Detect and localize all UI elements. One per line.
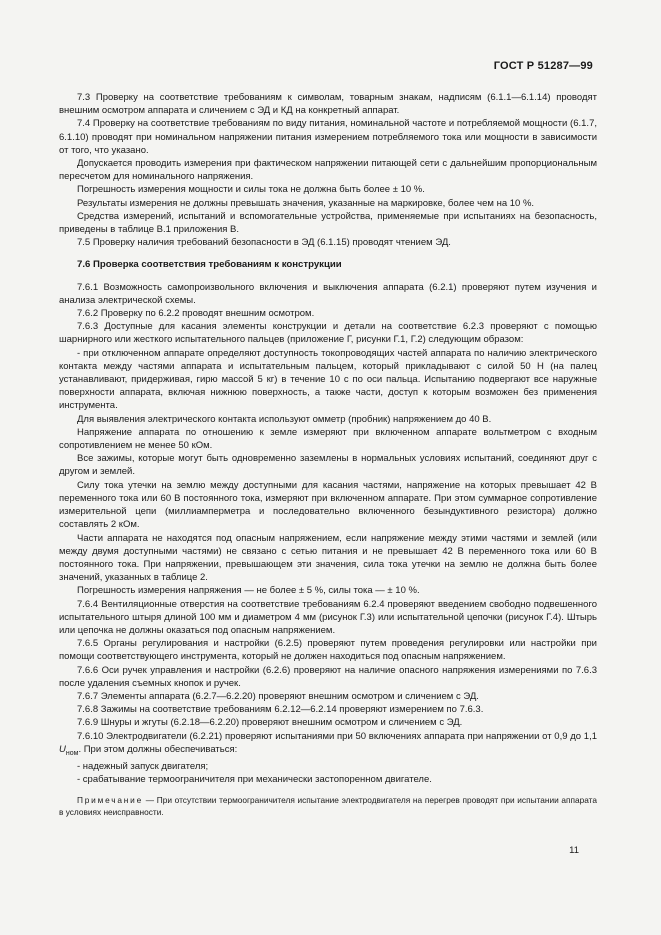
p7610-symbol: U	[59, 743, 66, 755]
paragraph: 7.6.2 Проверку по 6.2.2 проводят внешним осмотром.	[77, 308, 315, 320]
note-label: Примечание	[77, 795, 144, 806]
paragraphs-a	[59, 91, 597, 249]
paragraph: Результаты измерения не должны превышать значения, указанные на маркировке, более чем на 10 %.	[77, 197, 535, 209]
paragraph: 7.3 Проверку на соответствие требованиям к символам, товарным знакам, надписям (6.1.1—6.1.14) проводят внешним осмотром аппарата и сличением с ЭД и КД на конкретный аппарат.	[59, 92, 597, 117]
paragraphs-b	[59, 281, 597, 730]
paragraph: - надежный запуск двигателя;	[77, 760, 209, 772]
paragraph: 7.6.3 Доступные для касания элементы конструкции и детали на соответствие 6.2.3 проверяют с помощью шарнирного или жесткого испытательного пальцев (приложение Г, рисунки Г.1, Г.2) следующим образом:	[59, 321, 597, 346]
bullet-list	[59, 760, 597, 786]
paragraph-7-6-10	[59, 730, 597, 760]
paragraph: Погрешность измерения напряжения — не более ± 5 %, силы тока — ± 10 %.	[77, 585, 420, 597]
paragraph: 7.6.4 Вентиляционные отверстия на соответствие требованиям 6.2.4 проверяют введением свободно подвешенного испытательного штыря длиной 100 мм и диаметром 4 мм (рисунок Г.3) или испытательной цепочки (рисунок Г.4). Штырь или цепочка не должны оказаться под опасным напряжением.	[59, 598, 597, 636]
paragraph: 7.6.6 Оси ручек управления и настройки (6.2.6) проверяют на наличие опасного напряжения измерениями по 7.6.3 после удаления съемных кнопок и ручек.	[59, 664, 597, 689]
paragraph: 7.6.7 Элементы аппарата (6.2.7—6.2.20) проверяют внешним осмотром и сличением с ЭД.	[77, 690, 479, 702]
document-body	[59, 91, 597, 818]
paragraph: Силу тока утечки на землю между доступными для касания частями, напряжение на которых превышает 42 В переменного тока или 60 В постоянного тока, измеряют при включенном аппарате. При этом суммарное сопротивление измерительной цепи (миллиамперметра и последовательно включенного безындуктивного резистора) должно составлять 2 кОм.	[59, 479, 597, 531]
note	[59, 794, 597, 818]
paragraph: 7.6.1 Возможность самопроизвольного включения и выключения аппарата (6.2.1) проверяют путем изучения и анализа электрической схемы.	[59, 281, 597, 306]
paragraph: - срабатывание термоограничителя при механически застопоренном двигателе.	[77, 774, 432, 786]
paragraph: Средства измерений, испытаний и вспомогательные устройства, применяемые при испытаниях на безопасность, приведены в таблице В.1 приложения В.	[59, 210, 597, 236]
page-number: 11	[569, 845, 579, 856]
paragraph: - при отключенном аппарате определяют доступность токопроводящих частей аппарата по наличию электрического контакта между частями аппарата и испытательным пальцем, который прикладывают с силой 50 Н (на палец устанавливают, придерживая, гирю массой 5 кг) в течение 10 с по оси пальца. Испытанию подвергают все наружные поверхности аппарата, включая нижнюю поверхность, а также части, доступ к которым возможен без применения инструмента.	[59, 347, 597, 412]
note-text: — При отсутствии термоограничителя испытание электродвигателя на перегрев проводят при испытании аппарата в условиях неисправности.	[59, 795, 597, 818]
paragraph: Допускается проводить измерения при фактическом напряжении питающей сети с дальнейшим пропорциональным пересчетом для номинального напряжения.	[59, 158, 597, 183]
document-code: ГОСТ Р 51287—99	[493, 60, 593, 72]
paragraph: 7.5 Проверку наличия требований безопасности в ЭД (6.1.15) проводят чтением ЭД.	[77, 237, 451, 249]
paragraph: Погрешность измерения мощности и силы тока не должна быть более ± 10 %.	[77, 184, 425, 196]
p7610-text-before: 7.6.10 Электродвигатели (6.2.21) проверяют испытаниями при 50 включениях аппарата при напряжении от 0,9 до 1,1	[77, 730, 597, 742]
paragraph: Части аппарата не находятся под опасным напряжением, если напряжение между этими частями и землей (или между двумя доступными частями) не связано с сетью питания и не превышает 42 В переменного тока или 60 В постоянного тока. При напряжении, превышающем эти значения, сила тока утечки на землю не должна быть более значений, указанных в таблице 2.	[59, 532, 597, 584]
paragraph: 7.6.5 Органы регулирования и настройки (6.2.5) проверяют путем проведения регулировки или настройки при помощи соответствующего инструмента, который не должен находиться под опасным напряжением.	[59, 638, 597, 663]
p7610-text-after: . При этом должны обеспечиваться:	[78, 743, 238, 755]
section-heading: 7.6 Проверка соответствия требованиям к конструкции	[77, 259, 342, 271]
paragraph: Для выявления электрического контакта используют омметр (пробник) напряжением до 40 В.	[77, 413, 492, 425]
p7610-subscript: ном	[65, 749, 79, 757]
paragraph: Все зажимы, которые могут быть одновременно заземлены в нормальных условиях испытаний, соединяют друг с другом и землей.	[59, 453, 597, 478]
paragraph: 7.6.8 Зажимы на соответствие требованиям 6.2.12—6.2.14 проверяют измерением по 7.6.3.	[77, 704, 484, 716]
paragraph: 7.4 Проверку на соответствие требованиям по виду питания, номинальной частоте и потребляемой мощности (6.1.7, 6.1.10) проводят при номинальном напряжении питания измерением потребляемого тока или мощности в зависимости от того, что указано.	[59, 118, 597, 156]
paragraph: Напряжение аппарата по отношению к земле измеряют при включенном аппарате вольтметром с входным сопротивлением не менее 50 кОм.	[59, 426, 597, 452]
paragraph: 7.6.9 Шнуры и жгуты (6.2.18—6.2.20) проверяют внешним осмотром и сличением с ЭД.	[77, 717, 463, 729]
